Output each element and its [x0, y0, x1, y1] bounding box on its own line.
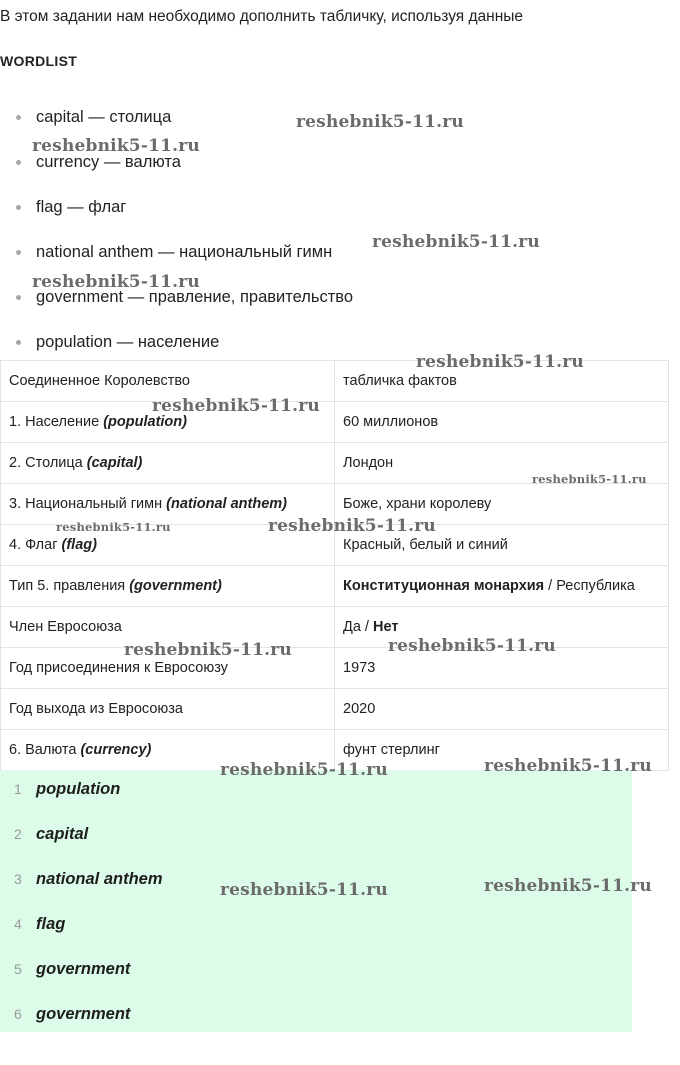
row-label: Год присоединения к Евросоюзу — [9, 660, 228, 676]
wordlist-item-text: capital — столица — [36, 108, 172, 126]
row-label: Тип 5. правления — [9, 578, 130, 594]
row-value: табличка фактов — [343, 373, 457, 389]
answer-text: capital — [36, 825, 89, 843]
row-label: Член Евросоюза — [9, 619, 122, 635]
row-value: Боже, храни королеву — [343, 496, 492, 512]
watermark: reshebnik5-11.ru — [220, 880, 388, 900]
answer-number: 3 — [14, 871, 22, 887]
row-label: Соединенное Королевство — [9, 373, 190, 389]
answer-text: flag — [36, 915, 66, 933]
answer-text: population — [36, 780, 121, 798]
answer-item — [0, 823, 632, 868]
wordlist-title: WORDLIST — [0, 53, 78, 69]
wordlist-item-text: flag — флаг — [36, 198, 127, 216]
watermark: reshebnik5-11.ru — [372, 232, 540, 252]
wordlist-item-text: population — население — [36, 333, 220, 351]
row-label: 2. Столица — [9, 455, 87, 471]
wordlist-item — [16, 287, 353, 332]
watermark: reshebnik5-11.ru — [32, 136, 200, 156]
table-row — [1, 689, 669, 730]
table-cell-value — [335, 566, 669, 607]
watermark: reshebnik5-11.ru — [296, 112, 464, 132]
answer-text: national anthem — [36, 870, 163, 888]
row-value: 60 миллионов — [343, 414, 439, 430]
bullet-icon — [16, 115, 21, 120]
answer-number: 6 — [14, 1006, 22, 1022]
row-label-english: (currency) — [80, 742, 152, 758]
row-label: 6. Валюта — [9, 742, 81, 758]
row-label-english: (flag) — [61, 537, 97, 553]
wordlist-item-text: currency — валюта — [36, 153, 181, 171]
table-row — [1, 566, 669, 607]
table-cell-label — [1, 443, 335, 484]
watermark: reshebnik5-11.ru — [152, 396, 320, 416]
watermark: reshebnik5-11.ru — [484, 756, 652, 776]
wordlist-item — [16, 197, 353, 242]
watermark: reshebnik5-11.ru — [416, 352, 584, 372]
table-cell-value — [335, 689, 669, 730]
table-row — [1, 607, 669, 648]
answers-block — [0, 770, 632, 1032]
intro-text: В этом задании нам необходимо дополнить табличку, используя данные — [0, 8, 524, 25]
watermark: reshebnik5-11.ru — [532, 472, 647, 486]
answer-number: 2 — [14, 826, 22, 842]
table-cell-value — [335, 402, 669, 443]
row-label: 3. Национальный гимн — [9, 496, 167, 512]
row-value-plain: Да / — [343, 619, 373, 635]
answer-number: 1 — [14, 781, 22, 797]
bullet-icon — [16, 340, 21, 345]
watermark: reshebnik5-11.ru — [484, 876, 652, 896]
row-label-english: (capital) — [86, 455, 143, 471]
answer-number: 5 — [14, 961, 22, 977]
answer-item — [0, 1003, 632, 1048]
watermark: reshebnik5-11.ru — [220, 760, 388, 780]
table-row — [1, 648, 669, 689]
bullet-icon — [16, 205, 21, 210]
row-label: 1. Население — [9, 414, 104, 430]
watermark: reshebnik5-11.ru — [268, 516, 436, 536]
row-value-selected: Конституционная монархия — [343, 578, 545, 594]
row-value: 2020 — [343, 701, 376, 717]
row-label-english: (population) — [103, 414, 187, 430]
answer-item — [0, 913, 632, 958]
watermark: reshebnik5-11.ru — [388, 636, 556, 656]
watermark: reshebnik5-11.ru — [32, 272, 200, 292]
row-value: 1973 — [343, 660, 376, 676]
answer-item — [0, 958, 632, 1003]
wordlist-item-text: government — правление, правительство — [36, 288, 354, 306]
table-row — [1, 402, 669, 443]
answer-number: 4 — [14, 916, 22, 932]
row-label-english: (government) — [129, 578, 222, 594]
table-cell-label — [1, 689, 335, 730]
row-label-english: (national anthem) — [166, 496, 288, 512]
bullet-icon — [16, 160, 21, 165]
row-value-selected: Нет — [372, 619, 399, 635]
wordlist-item — [16, 152, 353, 197]
watermark: reshebnik5-11.ru — [56, 520, 171, 534]
row-label: 4. Флаг — [9, 537, 62, 553]
answer-text: government — [36, 960, 131, 978]
row-value-rest: / Республика — [544, 578, 635, 594]
answers-list — [0, 770, 632, 1048]
bullet-icon — [16, 250, 21, 255]
answer-text: government — [36, 1005, 131, 1023]
watermark: reshebnik5-11.ru — [124, 640, 292, 660]
row-label: Год выхода из Евросоюза — [9, 701, 183, 717]
row-value: фунт стерлинг — [343, 742, 440, 758]
bullet-icon — [16, 295, 21, 300]
table-cell-label — [1, 566, 335, 607]
row-value: Лондон — [343, 455, 394, 471]
wordlist-item-text: national anthem — национальный гимн — [36, 243, 333, 261]
answer-item — [0, 778, 632, 823]
row-value: Красный, белый и синий — [343, 537, 508, 553]
facts-table — [0, 360, 669, 771]
